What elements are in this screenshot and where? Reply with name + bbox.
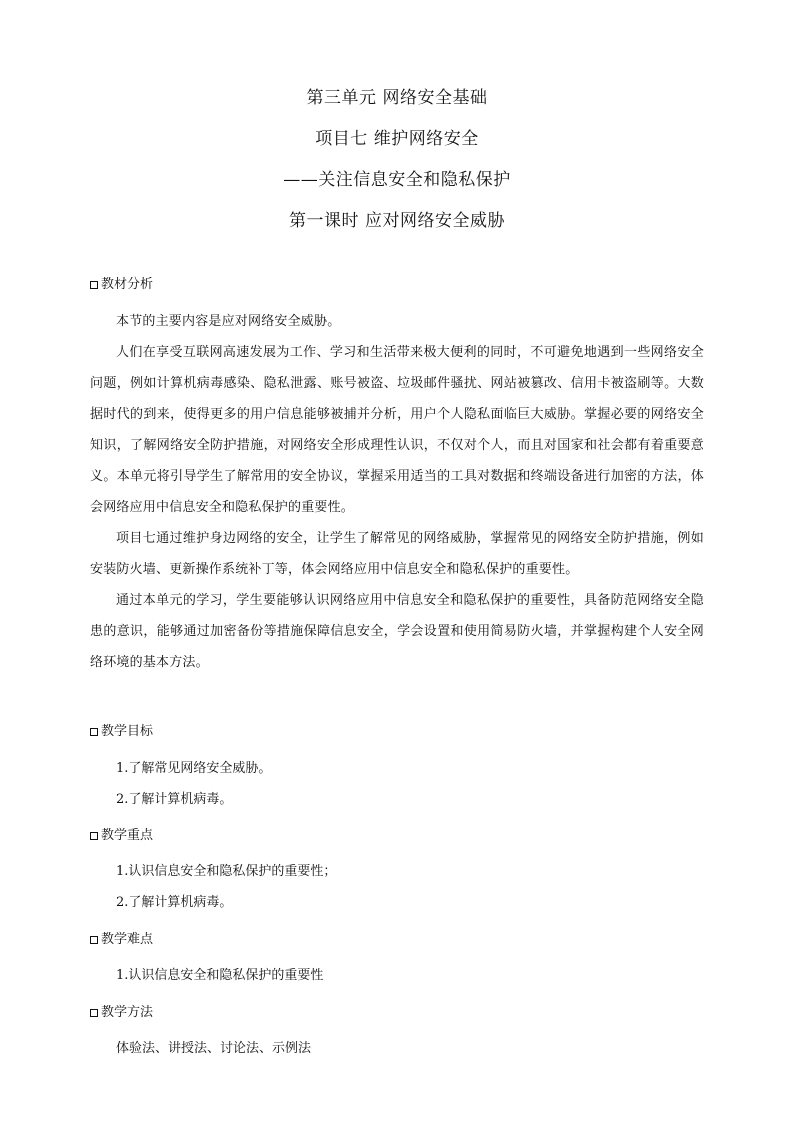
project-title: 项目七 维护网络安全 <box>315 129 479 149</box>
checkbox-bullet-icon <box>90 936 98 944</box>
key-point-item: 1.认识信息安全和隐私保护的重要性； <box>116 864 337 879</box>
checkbox-bullet-icon <box>90 1009 98 1017</box>
checkbox-bullet-icon <box>90 832 98 840</box>
objective-item: 2.了解计算机病毒。 <box>116 792 233 807</box>
section-heading-methods <box>90 1005 153 1021</box>
section-heading-key-points <box>90 828 153 844</box>
method-item: 体验法、讲授法、讨论法、示例法 <box>116 1041 312 1056</box>
section-heading-objectives <box>90 724 153 740</box>
section-heading-label: 教学目标 <box>101 724 154 739</box>
checkbox-bullet-icon <box>90 281 98 289</box>
analysis-paragraph: 项目七通过维护身边网络的安全，让学生了解常见的网络威胁，掌握常见的网络安全防护措施，例如安装防火墙、更新操作系统补丁等，体会网络应用中信息安全和隐私保护的重要性。 <box>90 531 704 577</box>
section-heading-label: 教材分析 <box>101 277 154 292</box>
section-heading-analysis <box>90 277 153 293</box>
analysis-paragraph: 人们在享受互联网高速发展为工作、学习和生活带来极大便利的同时，不可避免地遇到一些网络安全问题，例如计算机病毒感染、隐私泄露、账号被盗、垃圾邮件骚扰、网站被篡改、信用卡被盗刷等。大数据时代的到来，使得更多的用户信息能够被捕并分析，用户个人隐私面临巨大威胁。掌握必要的网络安全知识，了解网络安全防护措施，对网络安全形成理性认识，不仅对个人，而且对国家和社会都有着重要意义。本单元将引导学生了解常用的安全协议，掌握采用适当的工具对数据和终端设备进行加密的方法，体会网络应用中信息安全和隐私保护的重要性。 <box>90 345 704 515</box>
key-point-item: 2.了解计算机病毒。 <box>116 895 233 910</box>
section-heading-label: 教学难点 <box>101 932 154 947</box>
section-heading-difficulties <box>90 932 153 948</box>
unit-title: 第三单元 网络安全基础 <box>306 88 488 108</box>
analysis-paragraph: 通过本单元的学习，学生要能够认识网络应用中信息安全和隐私保护的重要性，具备防范网络安全隐患的意识，能够通过加密备份等措施保障信息安全，学会设置和使用简易防火墙，并掌握构建个人安全网络环境的基本方法。 <box>90 593 704 670</box>
lesson-title: 第一课时 应对网络安全威胁 <box>289 211 505 231</box>
section-heading-label: 教学方法 <box>101 1005 154 1020</box>
analysis-paragraph: 本节的主要内容是应对网络安全威胁。 <box>116 314 341 329</box>
subtitle: ——关注信息安全和隐私保护 <box>283 170 511 190</box>
objective-item: 1.了解常见网络安全威胁。 <box>116 761 272 776</box>
difficulty-item: 1.认识信息安全和隐私保护的重要性 <box>116 968 324 983</box>
section-heading-label: 教学重点 <box>101 828 154 843</box>
checkbox-bullet-icon <box>90 728 98 736</box>
